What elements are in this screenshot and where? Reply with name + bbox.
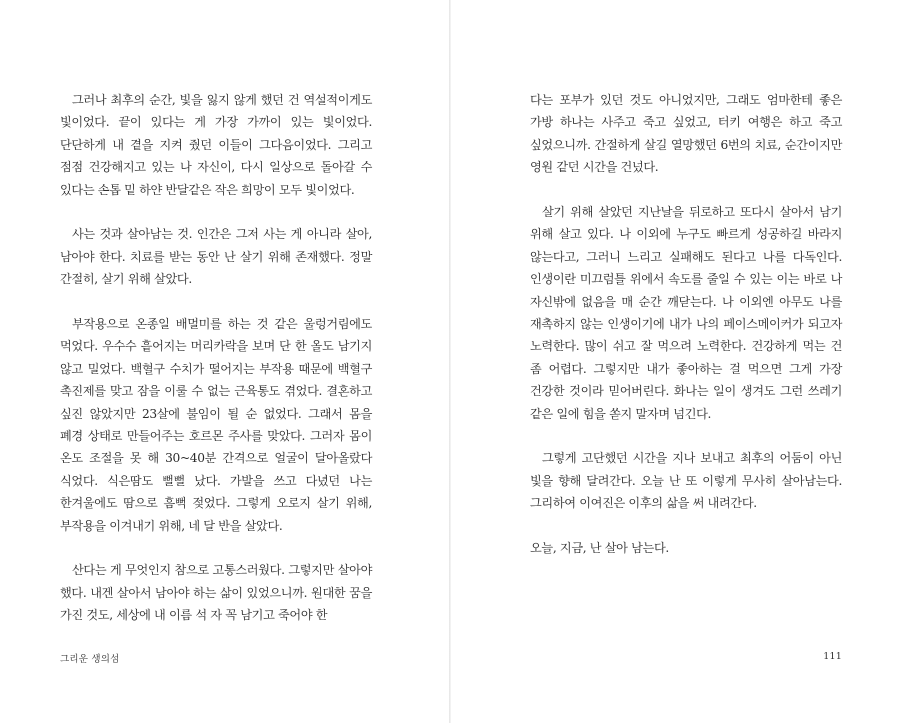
paragraph: 다는 포부가 있던 것도 아니었지만, 그래도 엄마한테 좋은 가방 하나는 사주고 죽고 싶었고, 터키 여행은 하고 죽고 싶었으니까. 간절하게 살길 열망했던 6번의 치료, 순간이지만 영원 같던 시간을 건넜다. xyxy=(530,93,842,175)
paragraph: 그러나 최후의 순간, 빛을 잃지 않게 했던 건 역설적이게도 빛이었다. 끝이 있다는 게 가장 가까이 있는 빛이었다. 단단하게 내 곁을 지켜 줬던 이들이 그다음이었다. 그리고 점점 건강해지고 있는 나 자신이, 다시 일상으로 돌아갈 수 있다는 손톱 밑 하얀 반달같은 작은 희망이 모두 빛이었다. xyxy=(60,93,372,197)
paragraph: 사는 것과 살아남는 것. 인간은 그저 사는 게 아니라 살아, 남아야 한다. 치료를 받는 동안 난 살기 위해 존재했다. 정말 간절히, 살기 위해 살았다. xyxy=(60,227,372,287)
paragraph: 오늘, 지금, 난 살아 남는다. xyxy=(530,541,669,556)
page-number: 111 xyxy=(823,651,842,662)
paragraph: 살기 위해 살았던 지난날을 뒤로하고 또다시 살아서 남기 위해 살고 있다. 나 이외에 누구도 빠르게 성공하길 바라지 않는다고, 그러니 느리고 실패해도 된다고 나를 다독인다. 인생이란 미끄럼틀 위에서 속도를 줄일 수 있는 이는 바로 나 자신밖에 없음을 매 순간 깨닫는다. 나 이외엔 아무도 나를 재촉하지 않는 인생이기에 내가 나의 페이스메이커가 되고자 노력한다. 많이 쉬고 잘 먹으려 노력한다. 건강하게 먹는 건 좀 어렵다. 그렇지만 내가 좋아하는 걸 먹으면 그게 가장 건강한 것이라 믿어버린다. 화나는 일이 생겨도 그런 쓰레기 같은 일에 힘을 쏟지 말자며 넘긴다. xyxy=(530,205,842,421)
right-page xyxy=(450,0,900,723)
paragraph: 그렇게 고단했던 시간을 지나 보내고 최후의 어둠이 아닌 빛을 향해 달려간다. 오늘 난 또 이렇게 무사히 살아남는다. 그리하여 이여진은 이후의 삶을 써 내려간다. xyxy=(530,451,842,511)
paragraph: 산다는 게 무엇인지 참으로 고통스러웠다. 그렇지만 살아야 했다. 내겐 살아서 남아야 하는 삶이 있었으니까. 원대한 꿈을 가진 것도, 세상에 내 이름 석 자 꼭 남기고 죽어야 한 xyxy=(60,563,372,623)
left-page-body xyxy=(60,89,372,649)
running-footer: 그리운 생의섬 xyxy=(60,654,120,665)
right-page-body xyxy=(530,89,842,582)
paragraph: 부작용으로 온종일 배멀미를 하는 것 같은 울렁거림에도 먹었다. 우수수 흩어지는 머리카락을 보며 단 한 올도 남기지 않고 밀었다. 백혈구 수치가 떨어지는 부작용 때문에 백혈구 촉진제를 맞고 잠을 이룰 수 없는 근육통도 겪었다. 결혼하고 싶진 않았지만 23살에 불임이 될 순 없었다. 그래서 몸을 폐경 상태로 만들어주는 호르몬 주사를 맞았다. 그러자 몸이 온도 조절을 못 해 30~40분 간격으로 얼굴이 달아올랐다 식었다. 식은땀도 뻘뻘 났다. 가발을 쓰고 다녔던 나는 한겨울에도 땀으로 흠뻑 젖었다. 그렇게 오로지 살기 위해, 부작용을 이겨내기 위해, 네 달 반을 살았다. xyxy=(60,317,372,533)
